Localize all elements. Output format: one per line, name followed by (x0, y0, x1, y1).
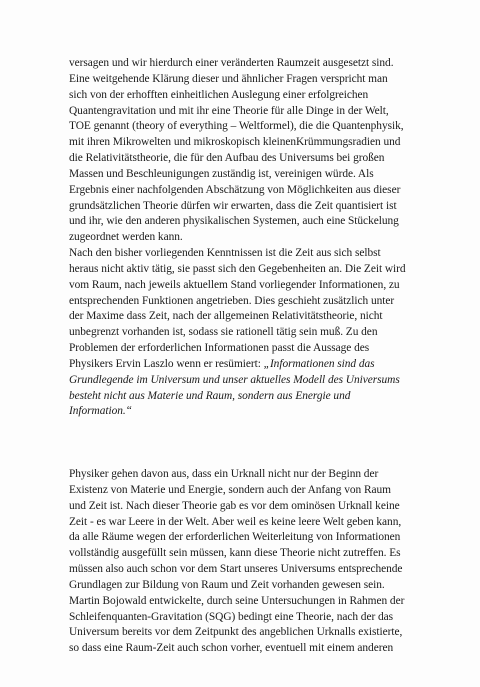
paragraph-3 (69, 467, 429, 657)
quote-intro-line (69, 357, 429, 373)
text-line: Martin Bojowald entwickelte, durch seine Untersuchungen in Rahmen der (69, 594, 405, 607)
text-line: Problemen der erforderlichen Informationen passt die Aussage des (69, 342, 370, 355)
text-line: Eine weitgehende Klärung dieser und ähnlicher Fragen verspricht man (69, 72, 388, 85)
text-line: müssen also auch schon vor dem Start unseres Universums entsprechende (69, 563, 403, 576)
text-line: Quantengravitation und mit ihr eine Theorie für alle Dinge in der Welt, (69, 104, 389, 117)
paragraph-1 (69, 56, 429, 246)
text-line: da alle Räume wegen der erforderlichen Weiterleitung von Informationen (69, 531, 401, 544)
text-line: Existenz von Materie und Energie, sondern auch der Anfang von Raum (69, 483, 391, 496)
text-line: versagen und wir hierdurch einer veränderten Raumzeit ausgesetzt sind. (69, 57, 394, 69)
text-line: sich von der erhofften einheitlichen Auslegung einer erfolgreichen (69, 88, 369, 101)
text-line: die Relativitätstheorie, die für den Aufbau des Universums bei großen (69, 152, 385, 165)
text-line: Massen und Beschleunigungen zuständig ist, vereinigen würde. Als (69, 167, 374, 180)
text-line: entsprechenden Funktionen angetrieben. Dies geschieht zusätzlich unter (69, 294, 395, 307)
text-line: Physiker gehen davon aus, dass ein Urknall nicht nur der Beginn der (69, 468, 379, 480)
quote-line: Grundlegende im Universum und unser aktuelles Modell des Universums (69, 373, 400, 386)
text-line: vom Raum, nach jeweils aktuellem Stand vorliegender Informationen, zu (69, 278, 400, 291)
text-line: so dass eine Raum-Zeit auch schon vorher, eventuell mit einem anderen (69, 642, 394, 655)
quote-intro: Physikers Ervin Laszlo wenn er resümiert: (69, 357, 264, 370)
text-line: Grundlagen zur Bildung von Raum und Zeit vorhanden gewesen sein. (69, 578, 385, 591)
text-line: mit ihren Mikrowelten und mikroskopisch kleinenKrümmungsradien und (69, 136, 401, 149)
text-line: vollständig ausgefüllt sein müssen, kann diese Theorie nicht zutreffen. Es (69, 547, 401, 560)
text-line: unbegrenzt vorhanden ist, sodass sie rationell tätig sein muß. Zu den (69, 326, 378, 339)
text-line: TOE genannt (theory of everything – Weltformel), die die Quantenphysik, (69, 120, 404, 133)
text-line: Schleifenquanten-Gravitation (SQG) bedingt eine Theorie, nach der das (69, 610, 394, 623)
quote-text: „Informationen sind das (263, 357, 375, 370)
text-line: und ihr, wie den anderen physikalischen Systemen, auch eine Stückelung (69, 215, 399, 228)
text-line: grundsätzlichen Theorie dürfen wir erwarten, dass die Zeit quantisiert ist (69, 199, 397, 212)
text-line: heraus nicht aktiv tätig, sie passt sich den Gegebenheiten an. Die Zeit wird (69, 262, 406, 275)
quote-line: Information.“ (69, 405, 132, 418)
text-line: Zeit - es war Leere in der Welt. Aber weil es keine leere Welt geben kann, (69, 515, 402, 528)
text-line: und Zeit ist. Nach dieser Theorie gab es vor dem ominösen Urknall keine (69, 499, 400, 512)
quote-line: besteht nicht aus Materie und Raum, sondern aus Energie und (69, 389, 351, 402)
text-line: Universum bereits vor dem Zeitpunkt des angeblichen Urknalls existierte, (69, 626, 403, 639)
text-line: Ergebnis einer nachfolgenden Abschätzung von Möglichkeiten aus dieser (69, 183, 401, 196)
paragraph-2 (69, 246, 429, 420)
text-line: der Maxime dass Zeit, nach der allgemeinen Relativitätstheorie, nicht (69, 310, 383, 323)
text-line: Nach den bisher vorliegenden Kenntnissen ist die Zeit aus sich selbst (69, 247, 381, 259)
text-line: zugeordnet werden kann. (69, 231, 183, 244)
